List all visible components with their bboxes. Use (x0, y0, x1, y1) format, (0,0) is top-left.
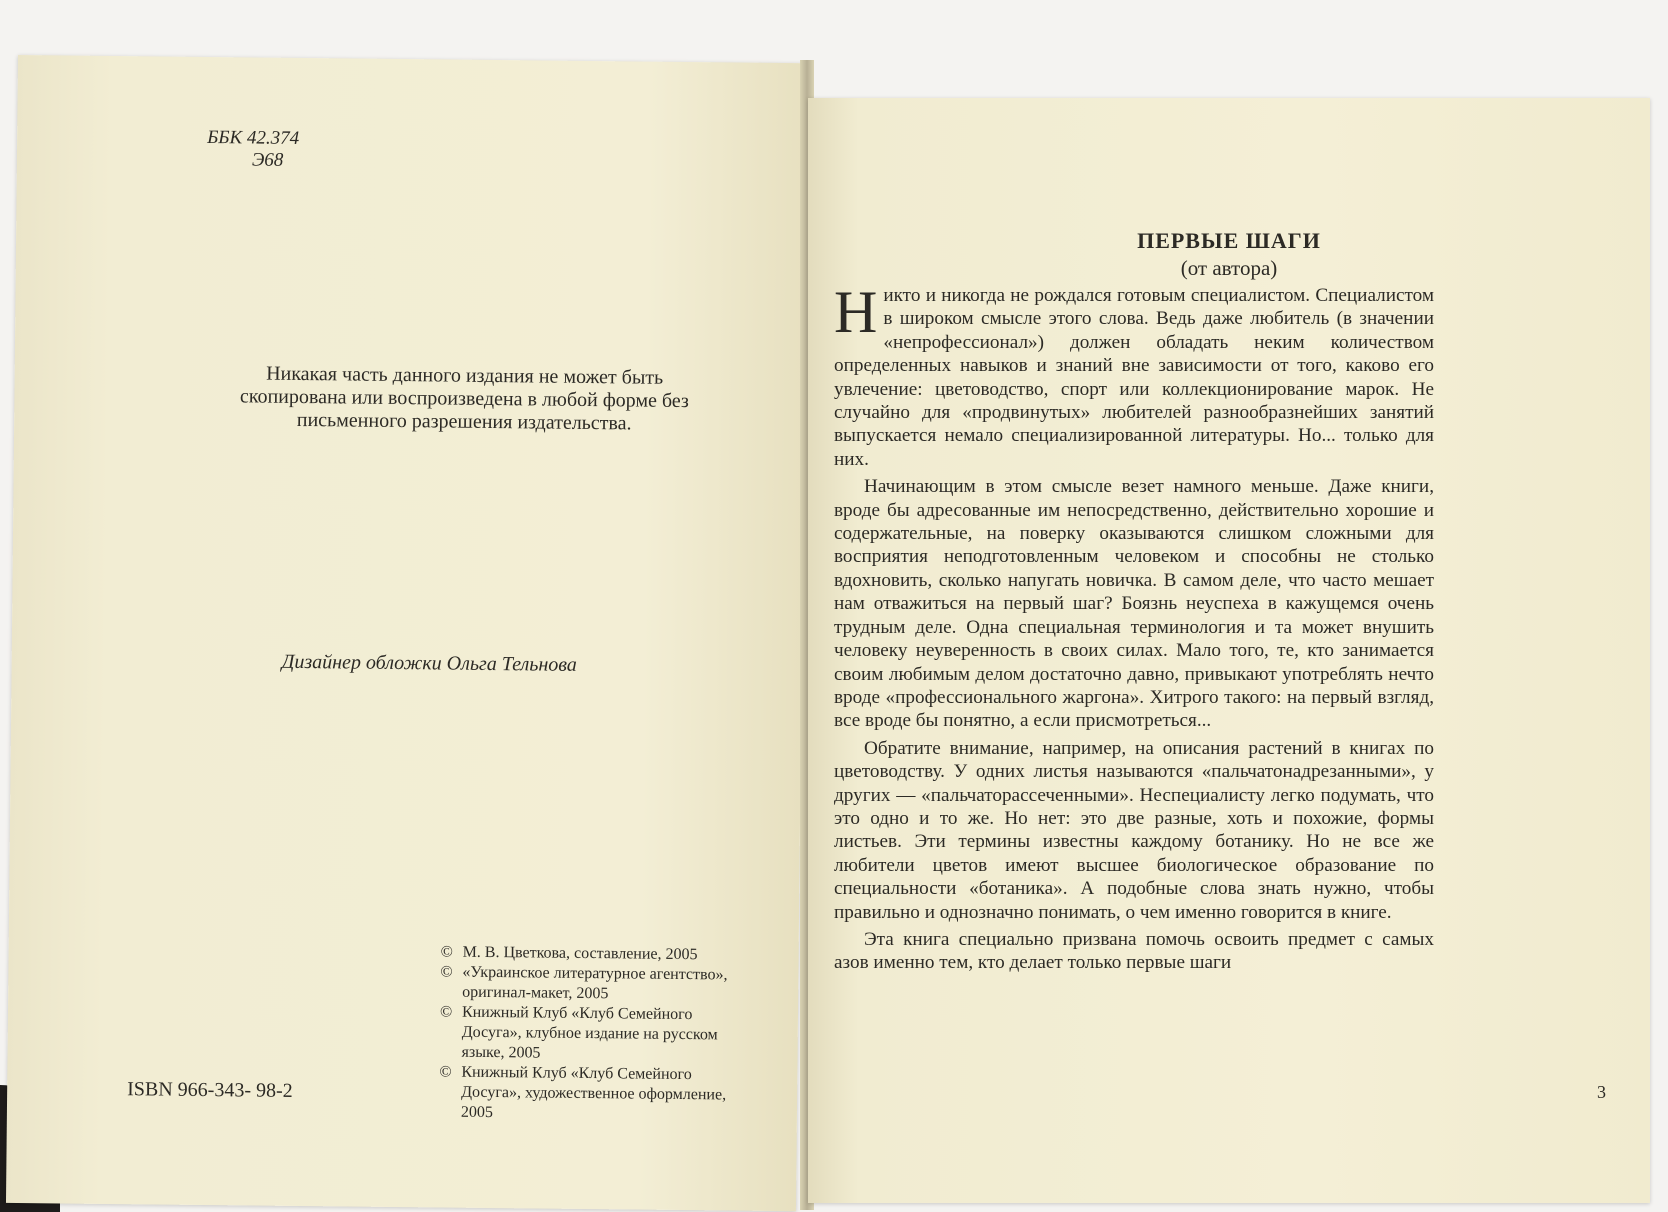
copyright-icon: © (439, 1063, 452, 1081)
copyright-list (439, 942, 741, 1125)
paragraph-text: икто и никогда не рождался готовым специалистом. Специалистом в широком смысле этого слова. Ведь даже любитель (в значении «непрофессионал») должен обладать неким количеством определенных навыков и знаний вне зависимости от того, каково его увлечение: цветоводство, спорт или коллекционирование марок. Не случайно для «продвинутых» любителей разнообразнейших занятий выпускается немало специализированной литературы. Но... только для них. (834, 285, 1434, 470)
copyright-item (439, 1062, 740, 1125)
copyright-icon: © (440, 943, 453, 961)
cover-designer (282, 651, 577, 677)
copyright-text: Книжный Клуб «Клуб Семейного Досуга», клубное издание на русском языке, 2005 (461, 1003, 718, 1062)
copyright-text: «Украинское литературное агентство», оригинал-макет, 2005 (462, 963, 728, 1003)
paragraph: Начинающим в этом смысле везет намного меньше. Даже книги, вроде бы адресованные им непосредственно, действительно хорошие и содержательные, на поверку оказываются слишком сложными для восприятия неподготовленным человеком и способны не столько вдохновить, сколько напугать новичка. В самом деле, что часто мешает нам отважиться на первый шаг? Боязнь неуспеха в кажущемся очень трудным деле. Одна специальная терминология и та может внушить человеку неуверенность в своих силах. Мало того, те, кто занимается своим любимым делом достаточно давно, привыкают употреблять нечто вроде «профессионального жаргона». Хитрого такого: на первый взгляд, все вроде бы понятно, а если присмотреться... (834, 476, 1434, 732)
paragraph: Обратите внимание, например, на описания растений в книгах по цветоводству. У одних листья называются «пальчатонадрезанными», у других — «пальчаторассеченными». Неспециалисту легко подумать, что это одно и то же. Но нет: это две разные, хоть и похожие, формы листьев. Эти термины известны каждому ботанику. Но не все же любители цветов имеют высшее биологическое образование по специальности «ботаника». А подобные слова знать нужно, чтобы правильно и однозначно понимать, о чем именно говорится в книге. (834, 737, 1434, 923)
copyright-item (439, 1002, 740, 1065)
chapter-subheading: (от автора) (1180, 256, 1278, 280)
copyright-icon: © (440, 963, 453, 981)
copyright-item (440, 962, 740, 1005)
paragraph (834, 279, 1434, 471)
copyright-icon: © (439, 1003, 453, 1021)
isbn: ISBN 966-343- 98-2 (127, 1078, 293, 1102)
designer-label: Дизайнер обложки (281, 650, 442, 675)
chapter-body (834, 279, 1434, 975)
designer-name: Ольга Тельнова (446, 652, 577, 676)
bbk-block (207, 127, 299, 172)
left-page (6, 55, 808, 1211)
right-page (808, 98, 1650, 1203)
library-code: Э68 (251, 149, 284, 171)
drop-cap: Н (834, 279, 878, 345)
paragraph: Эта книга специально призвана помочь освоить предмет с самых азов именно тем, кто делает только первые шаги (834, 928, 1434, 974)
page-number: 3 (1597, 1082, 1606, 1102)
rights-notice: Никакая часть данного издания не может быть скопирована или воспроизведена в любой форме без письменного разрешения издательства. (239, 362, 689, 435)
copyright-text: М. В. Цветкова, составление, 2005 (462, 943, 698, 964)
copyright-text: Книжный Клуб «Клуб Семейного Досуга», художественное оформление, 2005 (460, 1063, 727, 1122)
chapter-heading: ПЕРВЫЕ ШАГИ (1137, 228, 1321, 253)
bbk-code: ББК 42.374 (207, 126, 300, 149)
